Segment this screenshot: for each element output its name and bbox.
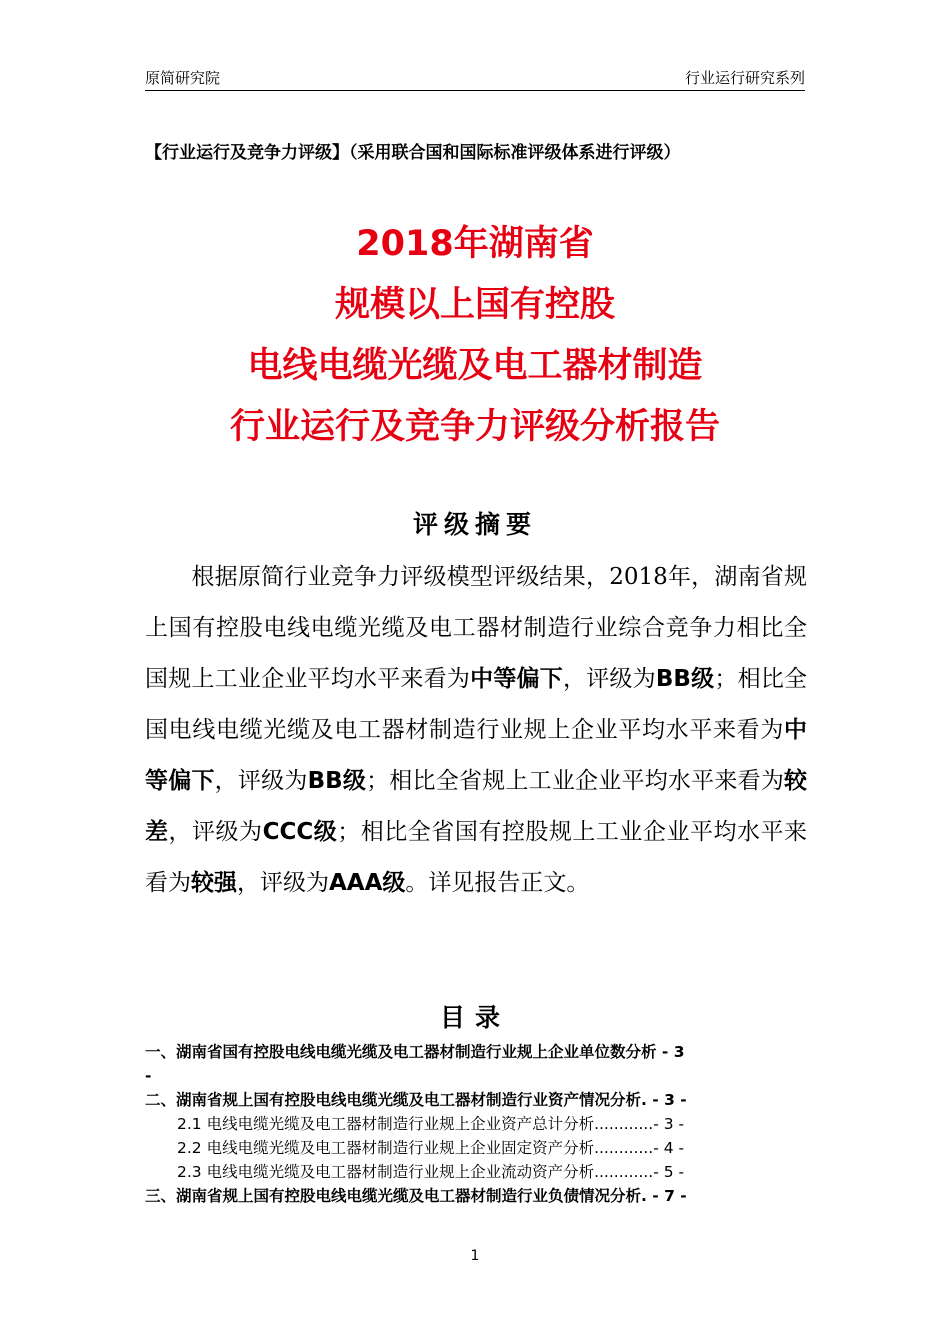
summary-emphasis: 较强 [191, 870, 237, 896]
header-org-name: 原简研究院 [145, 69, 221, 87]
summary-text: ；相比全省规上工业企业平均水平来看为 [366, 768, 785, 794]
page-number: 1 [470, 1248, 480, 1264]
toc-entry[interactable]: 二、湖南省规上国有控股电线电缆光缆及电工器材制造行业资产情况分析. - 3 - [145, 1091, 687, 1109]
header-divider [145, 90, 805, 91]
summary-emphasis: AAA级 [329, 870, 406, 896]
rating-tag-line: 【行业运行及竞争力评级】（采用联合国和国际标准评级体系进行评级） [145, 143, 681, 163]
summary-paragraph [145, 552, 807, 909]
toc-entry[interactable]: 一、湖南省国有控股电线电缆光缆及电工器材制造行业规上企业单位数分析 - 3 [145, 1043, 685, 1061]
toc-entry-wrap[interactable]: - [145, 1067, 152, 1085]
title-line-4: 行业运行及竞争力评级分析报告 [229, 407, 720, 447]
summary-text: ；相比全国电线电缆光缆及电工器材制造行业规上企业平均水平来看为 [145, 666, 808, 743]
summary-text: ，评级为 [168, 819, 263, 845]
table-of-contents [145, 1040, 810, 1208]
summary-text: 根据原简行业竞争力评级模型评级结果，2018年，湖南省规上国有控股电线电缆光缆及电工器材制造行业综合竞争力相比全国规上工业企业平均水平来看为 [145, 564, 807, 692]
summary-emphasis: 中等偏下 [145, 717, 807, 794]
toc-subentry[interactable]: 2.1 电线电缆光缆及电工器材制造行业规上企业资产总计分析............- 3 - [177, 1115, 685, 1133]
toc-entry[interactable]: 三、湖南省规上国有控股电线电缆光缆及电工器材制造行业负债情况分析. - 7 - [145, 1187, 687, 1205]
summary-text: ；相比全省国有控股规上工业企业平均水平来看为 [145, 819, 808, 896]
summary-emphasis: BB级 [307, 768, 367, 794]
summary-emphasis: CCC级 [262, 819, 338, 845]
summary-text: ，评级为 [214, 768, 308, 794]
title-line-1: 2018年湖南省 [356, 224, 594, 264]
summary-text: ，评级为 [562, 666, 656, 692]
toc-subentry[interactable]: 2.2 电线电缆光缆及电工器材制造行业规上企业固定资产分析............- 4 - [177, 1139, 685, 1157]
summary-heading: 评级摘要 [412, 510, 537, 539]
summary-text: 。详见报告正文。 [405, 870, 590, 896]
toc-heading: 目录 [439, 1003, 510, 1032]
summary-emphasis: BB级 [655, 666, 715, 692]
report-title [0, 214, 950, 458]
header-series-name: 行业运行研究系列 [684, 69, 805, 87]
title-line-3: 电线电缆光缆及电工器材制造 [247, 346, 703, 386]
toc-subentry[interactable]: 2.3 电线电缆光缆及电工器材制造行业规上企业流动资产分析............- 5 - [177, 1163, 685, 1181]
summary-text: ，评级为 [237, 870, 329, 896]
title-line-2: 规模以上国有控股 [334, 285, 615, 325]
summary-emphasis: 较差 [145, 768, 808, 845]
summary-emphasis: 中等偏下 [470, 666, 563, 692]
